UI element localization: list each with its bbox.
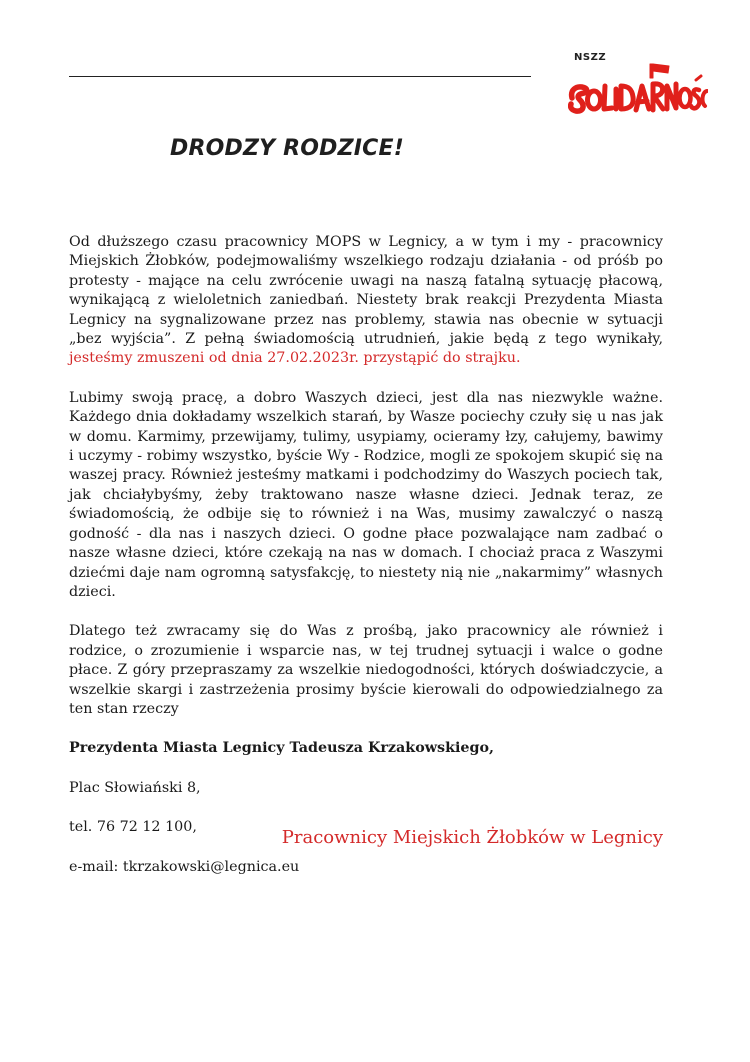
solidarnosc-wordmark-icon — [568, 62, 708, 114]
header-rule — [69, 76, 531, 77]
signature: Pracownicy Miejskich Żłobków w Legnicy — [281, 827, 663, 848]
address-email: e-mail: tkrzakowski@legnica.eu — [69, 858, 300, 875]
address-block — [69, 739, 663, 877]
page-title: DRODZY RODZICE! — [170, 136, 404, 161]
paragraph-request: Dlatego też zwracamy się do Was z prośbą, jako pracownicy ale również i rodzice, o zrozumienie i wsparcie nas, w tej trudnej sytuacji i walce o godne płace. Z góry przepraszamy za wszelkie niedogodności, których doświadczycie, a wszelkie skargi i zastrzeżenia prosimy byście kierowali do odpowiedzialnego za ten stan rzeczy — [69, 623, 663, 717]
solidarnosc-logo — [568, 52, 708, 114]
paragraph-intro-text: Od dłuższego czasu pracownicy MOPS w Legnicy, a w tym i my - pracownicy Miejskich Żłobków, podejmowaliśmy wszelkiego rodzaju działania - od próśb po protesty - mające na celu zwrócenie uwagi na naszą fatalną sytuację płacową, wynikającą z wieloletnich zaniedbań. Niestety brak reakcji Prezydenta Miasta Legnicy na sygnalizowane przez nas problemy, stawia nas obecnie w sytuacji „bez wyjścia”. Z pełną świadomością utrudnień, jakie będą z tego wynikały, — [69, 234, 663, 348]
address-phone: tel. 76 72 12 100, — [69, 819, 197, 836]
logo-nszz-text: NSZZ — [574, 52, 607, 63]
strike-announcement: jesteśmy zmuszeni od dnia 27.02.2023r. przystąpić do strajku. — [69, 350, 521, 367]
paragraph-care: Lubimy swoją pracę, a dobro Waszych dzieci, jest dla nas niezwykle ważne. Każdego dnia dokładamy wszelkich starań, by Wasze pociechy czuły się u nas jak w domu. Karmimy, przewijamy, tulimy, usypiamy, ocieramy łzy, całujemy, bawimy i uczymy - robimy wszystko, byście Wy - Rodzice, mogli ze spokojem skupić się na waszej pracy. Również jesteśmy matkami i podchodzimy do Waszych pociech tak, jak chciałybyśmy, żeby traktowano nasze własne dzieci. Jednak teraz, ze świadomością, że odbije się to również i na Was, musimy zawalczyć o naszą godność - dla nas i naszych dzieci. O godne płace pozwalające nam zadbać o nasze własne dzieci, które czekają na nas w domach. I chociaż praca z Waszymi dziećmi daje nam ogromną satysfakcję, to niestety nią nie „nakarmimy” własnych dzieci. — [69, 389, 663, 600]
letter-body — [69, 233, 663, 897]
address-street: Plac Słowiański 8, — [69, 779, 201, 796]
address-name: Prezydenta Miasta Legnicy Tadeusza Krzakowskiego, — [69, 740, 495, 757]
paragraph-intro — [69, 233, 663, 369]
